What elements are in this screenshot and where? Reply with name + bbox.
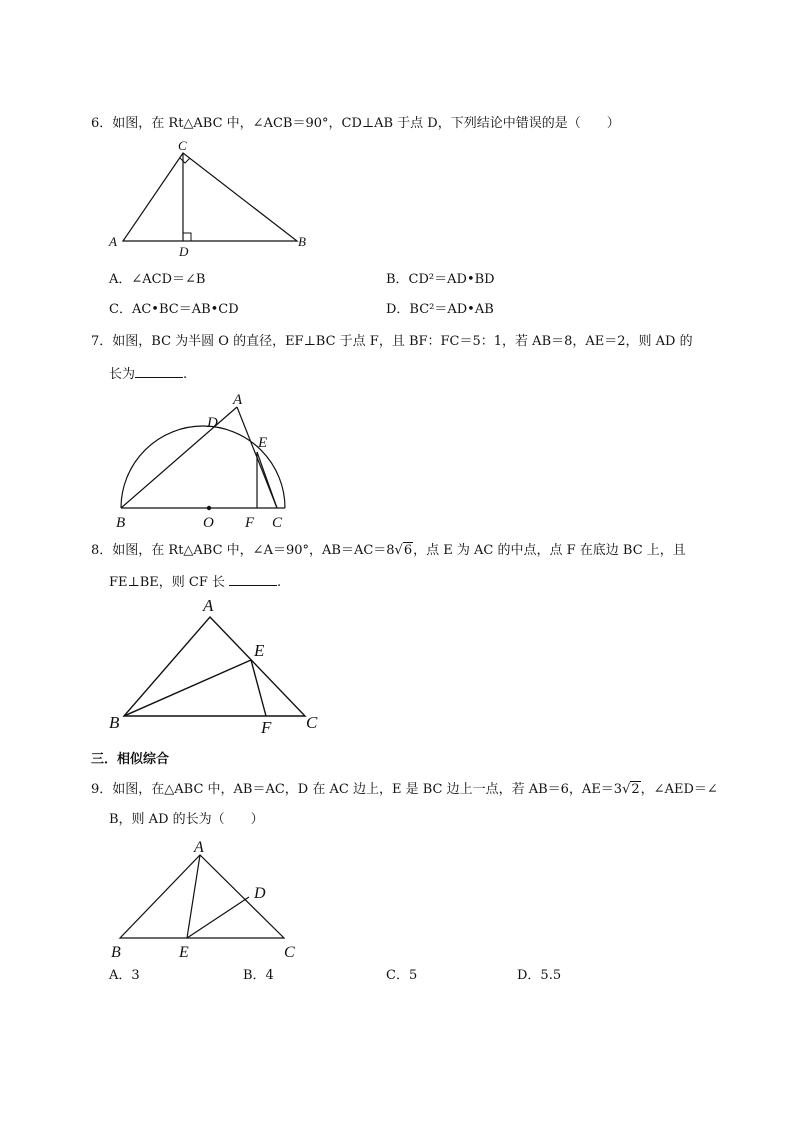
- q8-label-e: E: [254, 641, 265, 660]
- q7-label-d: D: [207, 415, 218, 431]
- q9-option-b: B．4: [243, 968, 274, 983]
- q7-label-f: F: [245, 515, 255, 531]
- q7-stem-end: .: [183, 367, 188, 382]
- q8-sqrt: √6: [394, 543, 413, 558]
- q9-label-e: E: [179, 944, 189, 961]
- q7-stem-line1: 7．如图，BC 为半圆 O 的直径，EF⊥BC 于点 F，且 BF：FC＝5：1，若 AB＝8，AE＝2，则 AD 的: [91, 334, 693, 349]
- q9-label-b: B: [111, 944, 121, 961]
- q8-label-c: C: [306, 713, 318, 732]
- q9-line-ae: [187, 855, 200, 938]
- q6-label-b: B: [298, 234, 306, 249]
- q9-sqrt-radicand: 2: [631, 782, 640, 797]
- q9-label-a: A: [194, 839, 204, 856]
- q6-option-b: B．CD²＝AD•BD: [386, 272, 495, 287]
- q9-option-a: A．3: [109, 968, 140, 983]
- q8-label-f: F: [261, 718, 272, 737]
- q6-option-c: C．AC•BC＝AB•CD: [109, 302, 239, 317]
- q9-line-ed: [187, 897, 249, 938]
- q8-stem-part2: ，点 E 为 AC 的中点，点 F 在底边 BC 上，且: [413, 543, 686, 558]
- q9-stem-line2: B，则 AD 的长为（ ）: [109, 812, 264, 827]
- q6-stem: 6．如图，在 Rt△ABC 中，∠ACB＝90°，CD⊥AB 于点 D，下列结论中错误的是（ ）: [91, 116, 620, 131]
- q7-label-e: E: [258, 435, 268, 451]
- q8-label-b: B: [109, 713, 120, 732]
- q9-sqrt: √2: [622, 782, 640, 797]
- q6-option-a: A．∠ACD＝∠B: [109, 272, 206, 287]
- section-3-title: 三．相似综合: [91, 752, 170, 767]
- q9-stem-part2: ，∠AED＝∠: [640, 782, 718, 797]
- q6-label-a: A: [109, 234, 117, 249]
- q7-label-a: A: [233, 392, 243, 408]
- q6-option-d: D．BC²＝AD•AB: [386, 302, 494, 317]
- q9-label-d: D: [254, 885, 266, 902]
- q8-stem-part1: 8．如图，在 Rt△ABC 中，∠A＝90°，AB＝AC＝8: [91, 543, 395, 558]
- q6-label-d: D: [179, 244, 189, 259]
- q8-label-a: A: [203, 596, 214, 615]
- q9-stem-part1: 9．如图，在△ABC 中，AB＝AC，D 在 AC 边上，E 是 BC 边上一点，若 AB＝6，AE＝3: [91, 782, 623, 797]
- q9-option-d: D．5.5: [517, 968, 562, 983]
- q8-stem-end: .: [277, 575, 282, 590]
- q7-label-c: C: [272, 515, 283, 531]
- q7-label-b: B: [116, 515, 126, 531]
- q6-label-c: C: [178, 138, 187, 153]
- q7-label-o: O: [203, 515, 214, 531]
- q9-option-c: C．5: [386, 968, 418, 983]
- q8-sqrt-radicand: 6: [403, 543, 413, 558]
- q8-stem-prefix: FE⊥BE，则 CF 长: [109, 575, 226, 590]
- q9-label-c: C: [284, 944, 295, 961]
- q7-stem-prefix: 长为: [109, 367, 136, 382]
